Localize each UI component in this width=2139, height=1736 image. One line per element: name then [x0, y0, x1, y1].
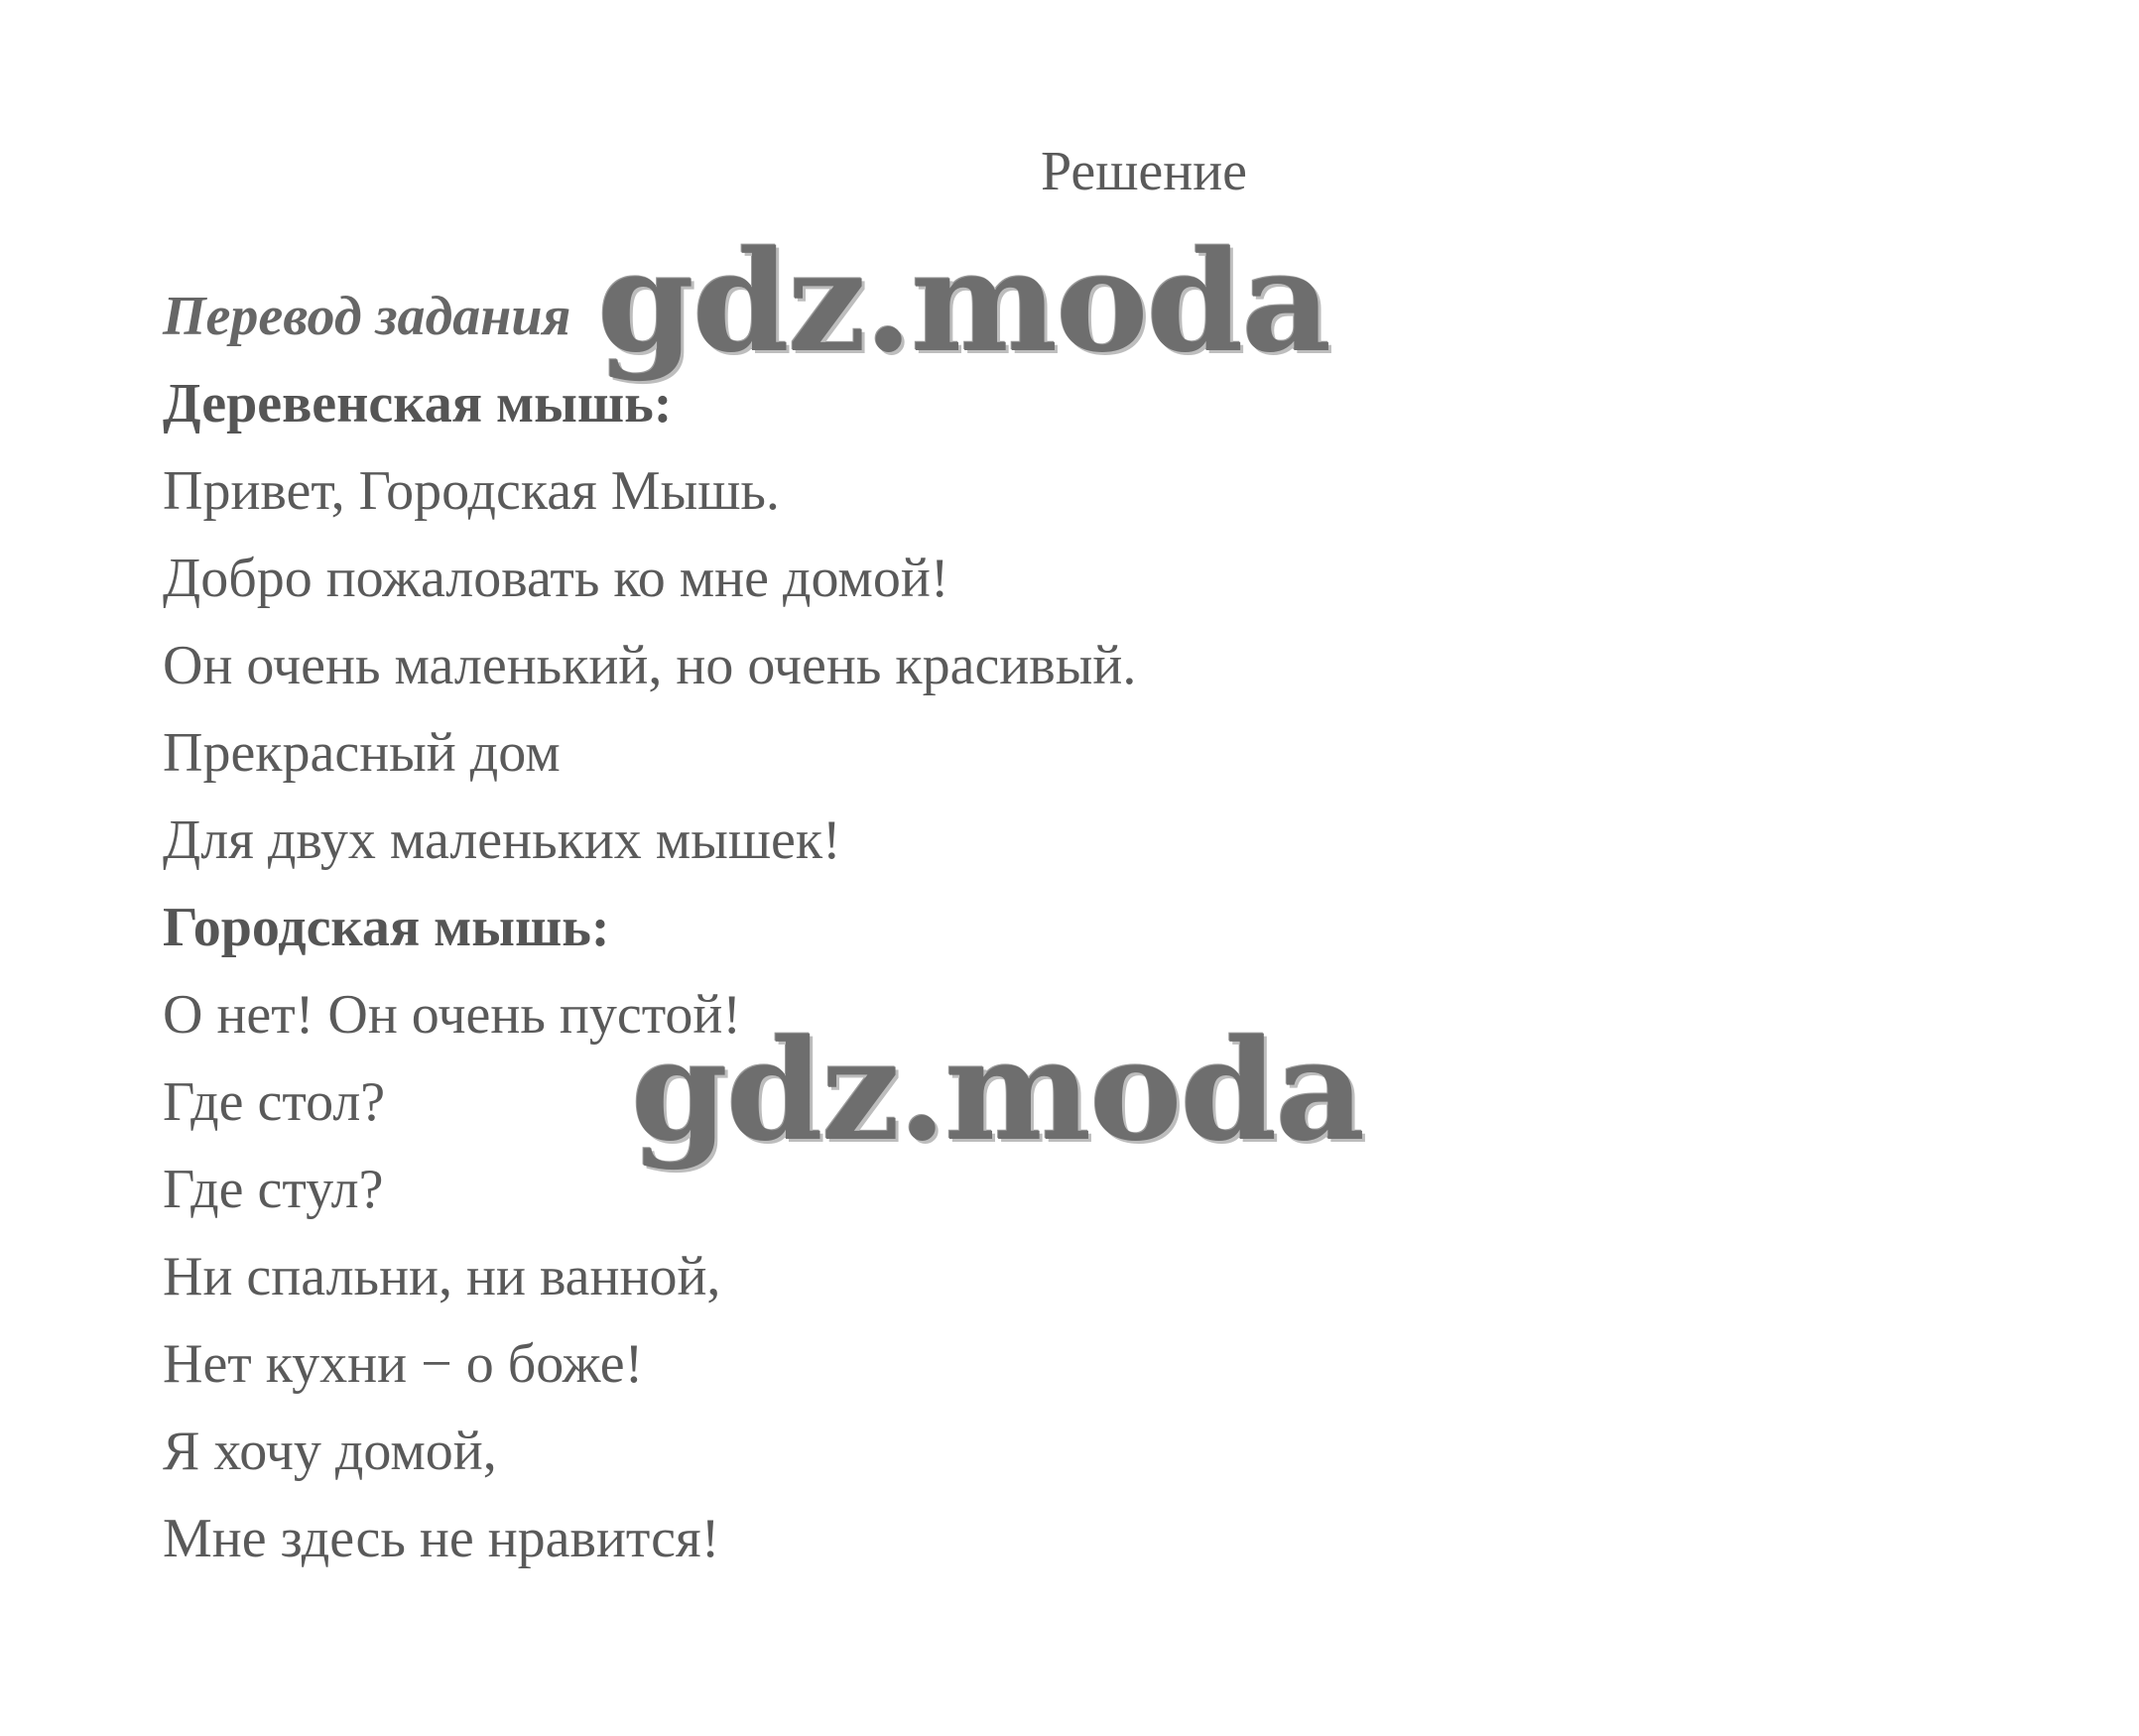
text-line: Нет кухни − о боже!	[163, 1333, 644, 1395]
text-line: Для двух маленьких мышек!	[163, 809, 841, 871]
text-line: Он очень маленький, но очень красивый.	[163, 635, 1137, 696]
task-translation-label: Перевод задания	[163, 286, 571, 347]
speaker-country-mouse: Деревенская мышь:	[163, 373, 673, 434]
watermark-logo: gdz.moda	[597, 221, 1330, 384]
text-line: Привет, Городская Мышь.	[163, 460, 780, 522]
page-heading: Решение	[1040, 141, 1248, 202]
text-line: О нет! Он очень пустой!	[163, 984, 742, 1046]
text-line: Ни спальни, ни ванной,	[163, 1246, 721, 1307]
text-line: Где стол?	[163, 1071, 386, 1133]
watermark-logo: gdz.moda	[631, 1010, 1364, 1173]
text-line: Добро пожаловать ко мне домой!	[163, 548, 949, 609]
text-line: Я хочу домой,	[163, 1421, 497, 1482]
speaker-town-mouse: Городская мышь:	[163, 897, 610, 958]
text-line: Прекрасный дом	[163, 722, 561, 784]
text-line: Где стул?	[163, 1159, 384, 1220]
text-line: Мне здесь не нравится!	[163, 1508, 720, 1569]
document-body	[163, 273, 1651, 1582]
